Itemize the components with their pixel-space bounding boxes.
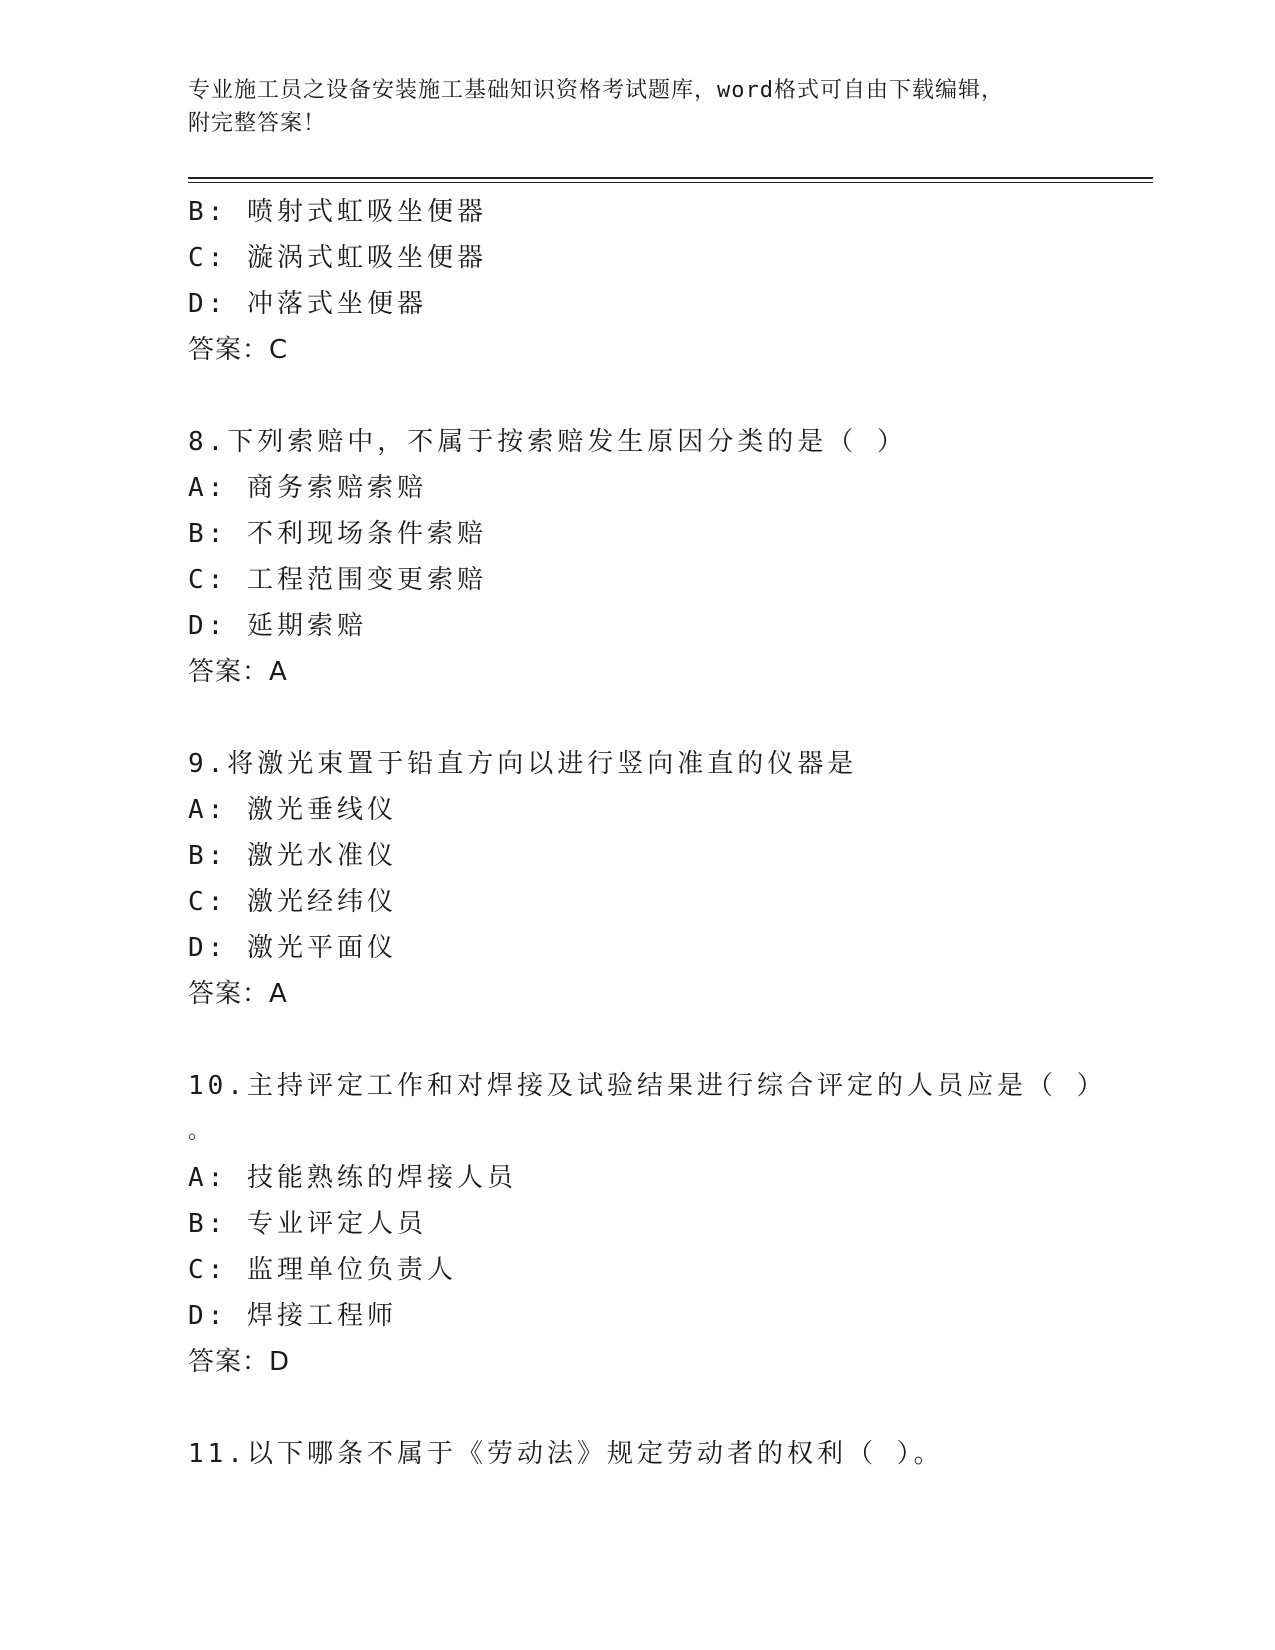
header-divider-thin bbox=[188, 182, 1153, 183]
option-b: B: 专业评定人员 bbox=[188, 1209, 427, 1239]
question-block-8 bbox=[188, 419, 1153, 695]
question-block-11 bbox=[188, 1431, 1153, 1477]
option-b: B: 激光水准仪 bbox=[188, 841, 397, 871]
question-list bbox=[188, 189, 1153, 1477]
option-a: A: 商务索赔索赔 bbox=[188, 473, 427, 503]
option-c: C: 漩涡式虹吸坐便器 bbox=[188, 243, 487, 273]
option-c: C: 监理单位负责人 bbox=[188, 1255, 457, 1285]
option-d: D: 激光平面仪 bbox=[188, 933, 397, 963]
question-stem-continuation: 。 bbox=[188, 1119, 211, 1144]
option-d: D: 焊接工程师 bbox=[188, 1301, 397, 1331]
answer-line: 答案：A bbox=[188, 979, 288, 1009]
question-block-10 bbox=[188, 1063, 1153, 1385]
answer-line: 答案：A bbox=[188, 657, 288, 687]
document-header bbox=[188, 74, 1068, 140]
header-divider-thick bbox=[188, 177, 1153, 179]
question-block-7 bbox=[188, 189, 1153, 373]
option-d: D: 延期索赔 bbox=[188, 611, 367, 641]
header-line-2: 附完整答案！ bbox=[188, 111, 327, 136]
question-block-9 bbox=[188, 741, 1153, 1017]
option-c: C: 激光经纬仪 bbox=[188, 887, 397, 917]
option-a: A: 技能熟练的焊接人员 bbox=[188, 1163, 517, 1193]
option-b: B: 不利现场条件索赔 bbox=[188, 519, 487, 549]
question-stem: 9.将激光束置于铅直方向以进行竖向准直的仪器是 bbox=[188, 749, 858, 779]
answer-line: 答案：C bbox=[188, 335, 289, 365]
question-stem: 10.主持评定工作和对焊接及试验结果进行综合评定的人员应是（ ） bbox=[188, 1071, 1107, 1101]
answer-line: 答案：D bbox=[188, 1347, 291, 1377]
option-c: C: 工程范围变更索赔 bbox=[188, 565, 487, 595]
question-stem: 11.以下哪条不属于《劳动法》规定劳动者的权利（ ）。 bbox=[188, 1439, 944, 1469]
option-b: B: 喷射式虹吸坐便器 bbox=[188, 197, 487, 227]
option-a: A: 激光垂线仪 bbox=[188, 795, 397, 825]
question-stem: 8.下列索赔中，不属于按索赔发生原因分类的是（ ） bbox=[188, 427, 907, 457]
option-d: D: 冲落式坐便器 bbox=[188, 289, 427, 319]
header-line-1: 专业施工员之设备安装施工基础知识资格考试题库，word格式可自由下载编辑， bbox=[188, 78, 1004, 103]
